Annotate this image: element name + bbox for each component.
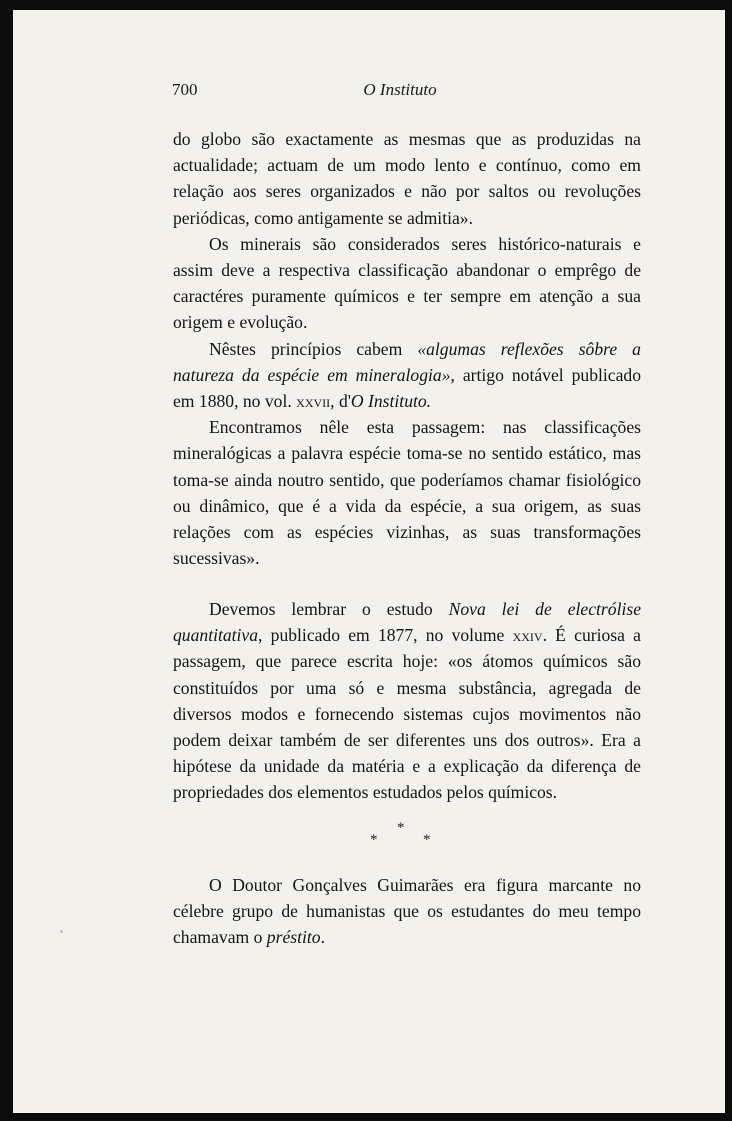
separator-asterisk: * — [370, 832, 378, 848]
paragraph-2: Os minerais são considerados seres histórico-naturais e assim deve a respectiva classificação abandonar o emprêgo de caractéres puramente químicos e ter sempre em atenção a sua origem e evolução. — [173, 233, 641, 333]
study-title: Nova lei de electrólise quantitativa — [173, 599, 641, 646]
prestito-term: préstito — [266, 927, 321, 948]
page-header — [160, 80, 640, 104]
paragraph-3-start: Nêstes princípios cabem — [209, 338, 418, 359]
paragraph-4: Encontramos nêle esta passagem: nas classificações mineralógicas a palavra espécie toma-se no sentido estático, mas toma-se ainda noutro sentido, que poderíamos chamar fisiológico ou dinâmico, que é a vida da espécie, a sua origem, as suas relações com as espécies vizinhas, as suas transformações sucessivas». — [173, 417, 641, 569]
paragraph-3-pre-pub: , d' — [330, 391, 351, 412]
paper-speck — [60, 930, 63, 933]
separator-asterisk: * — [397, 820, 405, 836]
paragraph-6-start: O Doutor Gonçalves Guimarães era figura marcante no célebre grupo de humanistas que os estudantes do meu tempo chamavam o — [173, 875, 641, 948]
third-text-block — [173, 872, 641, 951]
main-text-block — [173, 126, 641, 571]
paragraph-5-start: Devemos lembrar o estudo — [209, 599, 449, 619]
volume-number-xxvii: xxvii — [296, 391, 331, 412]
paragraph-3 — [173, 336, 641, 415]
publication-name: O Instituto. — [350, 391, 432, 412]
page-number: 700 — [172, 80, 198, 99]
paragraph-5-end: . É curiosa a passagem, que parece escrita hoje: «os átomos químicos são constituídos por uma só e mesma substância, agregada de diversos modos e fornecendo sistemas cujos movimentos não podem deixar também de ser diferentes uns dos outros». Era a hipótese da unidade da matéria e a explicação da diferença de propriedades dos elementos estudados pelos químicos. — [173, 625, 641, 803]
paragraph-1: do globo são exactamente as mesmas que as produzidas na actualidade; actuam de um modo lento e contínuo, como em relação aos seres organizados e não por saltos ou revoluções periódicas, como antigamente se admitia». — [173, 129, 641, 228]
paragraph-3-mid: , artigo notável publicado em 1880, no vol. — [173, 364, 642, 412]
paragraph-5-mid: , publicado em 1877, no volume — [258, 625, 513, 646]
volume-number-xxiv: xxiv — [512, 625, 543, 646]
section-separator — [370, 820, 440, 850]
running-title: O Instituto — [363, 80, 437, 99]
paragraph-6 — [173, 872, 641, 951]
second-text-block — [173, 596, 641, 806]
paragraph-5 — [173, 596, 641, 806]
paragraph-6-end: . — [320, 927, 325, 948]
article-title: «algumas reflexões sôbre a natureza da espécie em mineralogia» — [173, 338, 641, 385]
separator-asterisk: * — [423, 832, 431, 848]
